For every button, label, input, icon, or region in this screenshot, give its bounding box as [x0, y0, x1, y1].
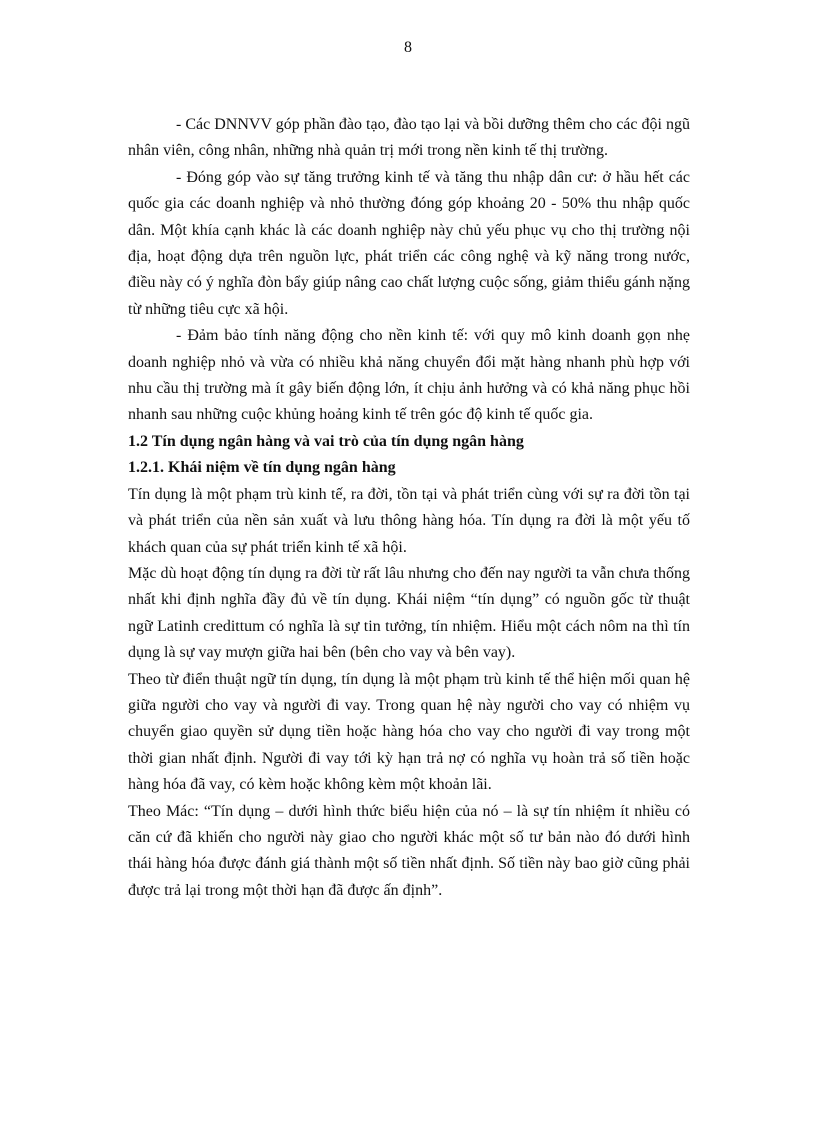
paragraph-credit-definition: Tín dụng là một phạm trù kinh tế, ra đời, tồn tại và phát triển cùng với sự ra đời tồn tại và phát triển của nền sản xuất và lưu thông hàng hóa. Tín dụng ra đời là một yếu tố khách quan của sự phát triển kinh tế xã hội.	[128, 485, 690, 556]
section-heading: 1.2 Tín dụng ngân hàng và vai trò của tín dụng ngân hàng	[128, 432, 524, 450]
document-body	[128, 112, 690, 904]
paragraph-training: - Các DNNVV góp phần đào tạo, đào tạo lại và bồi dưỡng thêm cho các đội ngũ nhân viên, công nhân, những nhà quản trị mới trong nền kinh tế thị trường.	[128, 116, 690, 160]
paragraph-marx-quote: Theo Mác: “Tín dụng – dưới hình thức biểu hiện của nó – là sự tín nhiệm ít nhiều có căn cứ đã khiến cho người này giao cho người khác một số tư bản nào đó dưới hình thái hàng hóa được đánh giá thành một số tiền nhất định. Số tiền này bao giờ cũng phải được trả lại trong một thời hạn đã được ấn định”.	[128, 802, 690, 899]
paragraph-credit-origin: Mặc dù hoạt động tín dụng ra đời từ rất lâu nhưng cho đến nay người ta vẫn chưa thống nhất khi định nghĩa đầy đủ về tín dụng. Khái niệm “tín dụng” có nguồn gốc từ thuật ngữ Latinh credittum có nghĩa là sự tin tưởng, tín nhiệm. Hiểu một cách nôm na thì tín dụng là sự vay mượn giữa hai bên (bên cho vay và bên vay).	[128, 564, 690, 662]
page-number: 8	[404, 39, 412, 56]
paragraph-credit-dictionary: Theo từ điển thuật ngữ tín dụng, tín dụng là một phạm trù kinh tế thể hiện mối quan hệ giữa người cho vay và người đi vay. Trong quan hệ này người cho vay có nhiệm vụ chuyển giao quyền sử dụng tiền hoặc hàng hóa cho vay cho người đi vay trong một thời gian nhất định. Người đi vay tới kỳ hạn trả nợ có nghĩa vụ hoàn trả số tiền hoặc hàng hóa đã vay, có kèm hoặc không kèm một khoản lãi.	[128, 670, 690, 794]
paragraph-growth: - Đóng góp vào sự tăng trưởng kinh tế và tăng thu nhập dân cư: ở hầu hết các quốc gia các doanh nghiệp và nhỏ thường đóng góp khoảng 20 - 50% thu nhập quốc dân. Một khía cạnh khác là các doanh nghiệp này chủ yếu phục vụ cho thị trường nội địa, hoạt động dựa trên nguồn lực, phát triển các công nghệ và kỹ năng trong nước, điều này có ý nghĩa đòn bẩy giúp nâng cao chất lượng cuộc sống, giảm thiểu gánh nặng từ những tiêu cực xã hội.	[128, 168, 690, 318]
paragraph-dynamism: - Đảm bảo tính năng động cho nền kinh tế: với quy mô kinh doanh gọn nhẹ doanh nghiệp nhỏ và vừa có nhiều khả năng chuyển đổi mặt hàng nhanh phù hợp với nhu cầu thị trường mà ít gây biến động lớn, ít chịu ảnh hưởng và có khả năng phục hồi nhanh sau những cuộc khủng hoảng kinh tế trên góc độ kinh tế quốc gia.	[128, 327, 690, 424]
subsection-heading: 1.2.1. Khái niệm về tín dụng ngân hàng	[128, 459, 396, 477]
